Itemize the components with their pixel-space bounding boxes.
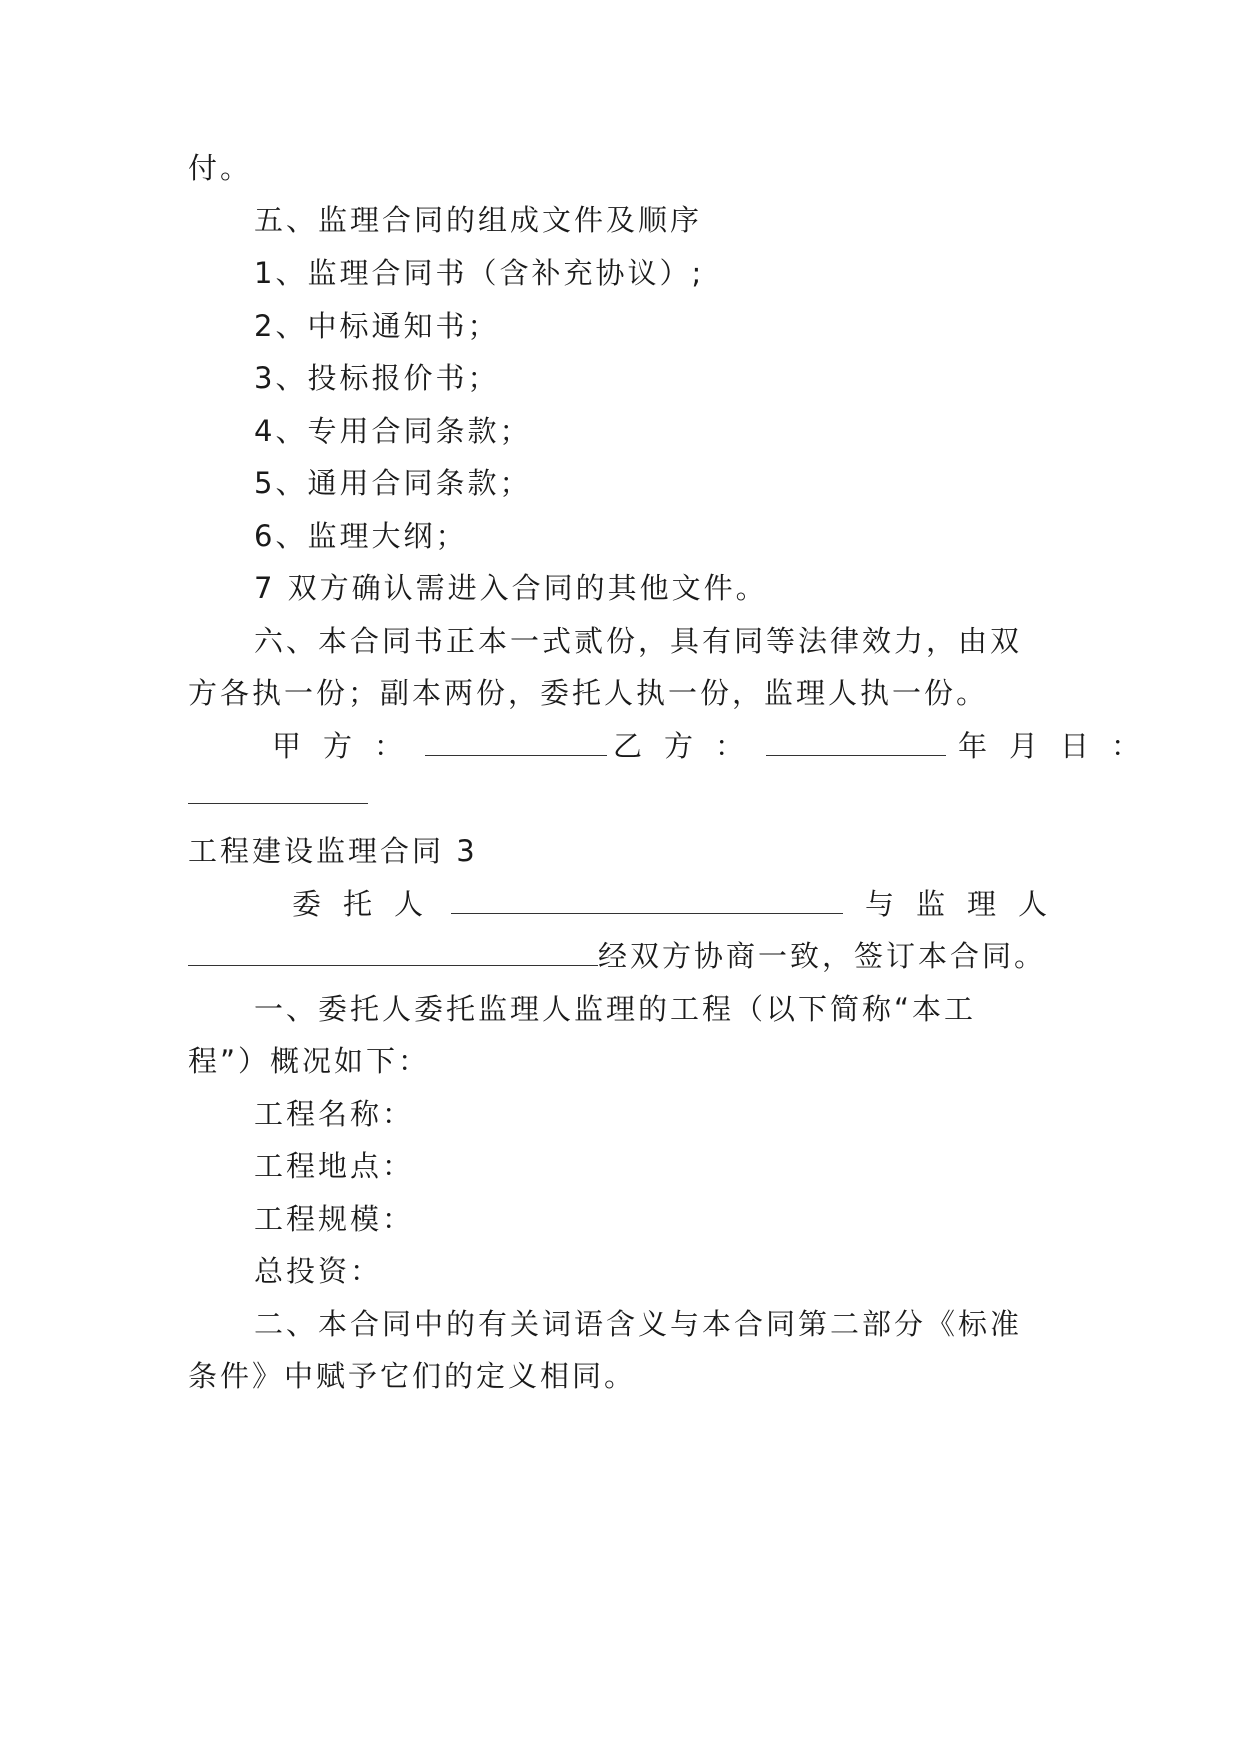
intro-line-2 bbox=[0, 936, 1241, 976]
client-label: 委托人 bbox=[292, 887, 446, 921]
section-six-line-1: 六、本合同书正本一式贰份，具有同等法律效力，由双 bbox=[254, 624, 1023, 658]
party-b-blank bbox=[766, 729, 946, 756]
list-item: 5、通用合同条款； bbox=[254, 466, 532, 500]
date-label: 年月日： bbox=[958, 729, 1163, 763]
list-item: 2、中标通知书； bbox=[254, 309, 500, 343]
field-project-scale: 工程规模： bbox=[254, 1202, 415, 1236]
list-item: 4、专用合同条款； bbox=[254, 414, 532, 448]
list-item: 1、监理合同书（含补充协议）; bbox=[254, 256, 705, 290]
supervisor-blank bbox=[188, 939, 598, 966]
clause-two-line-2: 条件》中赋予它们的定义相同。 bbox=[188, 1359, 637, 1393]
paragraph-continuation: 付。 bbox=[188, 151, 253, 185]
date-blank bbox=[188, 803, 368, 804]
list-item: 3、投标报价书； bbox=[254, 361, 500, 395]
section-heading-five: 五、监理合同的组成文件及顺序 bbox=[254, 203, 703, 237]
intro-line-1 bbox=[0, 884, 1241, 924]
client-blank bbox=[451, 887, 843, 914]
party-a-label: 甲方： bbox=[272, 729, 426, 763]
list-item: 7 双方确认需进入合同的其他文件。 bbox=[254, 571, 768, 605]
supervisor-label: 与监理人 bbox=[865, 887, 1070, 921]
contract-title: 工程建设监理合同 3 bbox=[188, 834, 478, 868]
signature-line bbox=[0, 726, 1241, 766]
field-project-location: 工程地点： bbox=[254, 1149, 415, 1183]
list-item: 6、监理大纲； bbox=[254, 519, 468, 553]
field-total-investment: 总投资： bbox=[254, 1254, 383, 1288]
clause-one-line-1: 一、委托人委托监理人监理的工程（以下简称“本工 bbox=[254, 992, 977, 1026]
section-six-line-2: 方各执一份；副本两份，委托人执一份，监理人执一份。 bbox=[188, 676, 989, 710]
field-project-name: 工程名称： bbox=[254, 1097, 415, 1131]
clause-one-line-2: 程”）概况如下： bbox=[188, 1044, 431, 1078]
party-a-blank bbox=[425, 729, 607, 756]
clause-two-line-1: 二、本合同中的有关词语含义与本合同第二部分《标准 bbox=[254, 1307, 1023, 1341]
intro-text: 经双方协商一致，签订本合同。 bbox=[598, 939, 1047, 973]
party-b-label: 乙方： bbox=[613, 729, 767, 763]
